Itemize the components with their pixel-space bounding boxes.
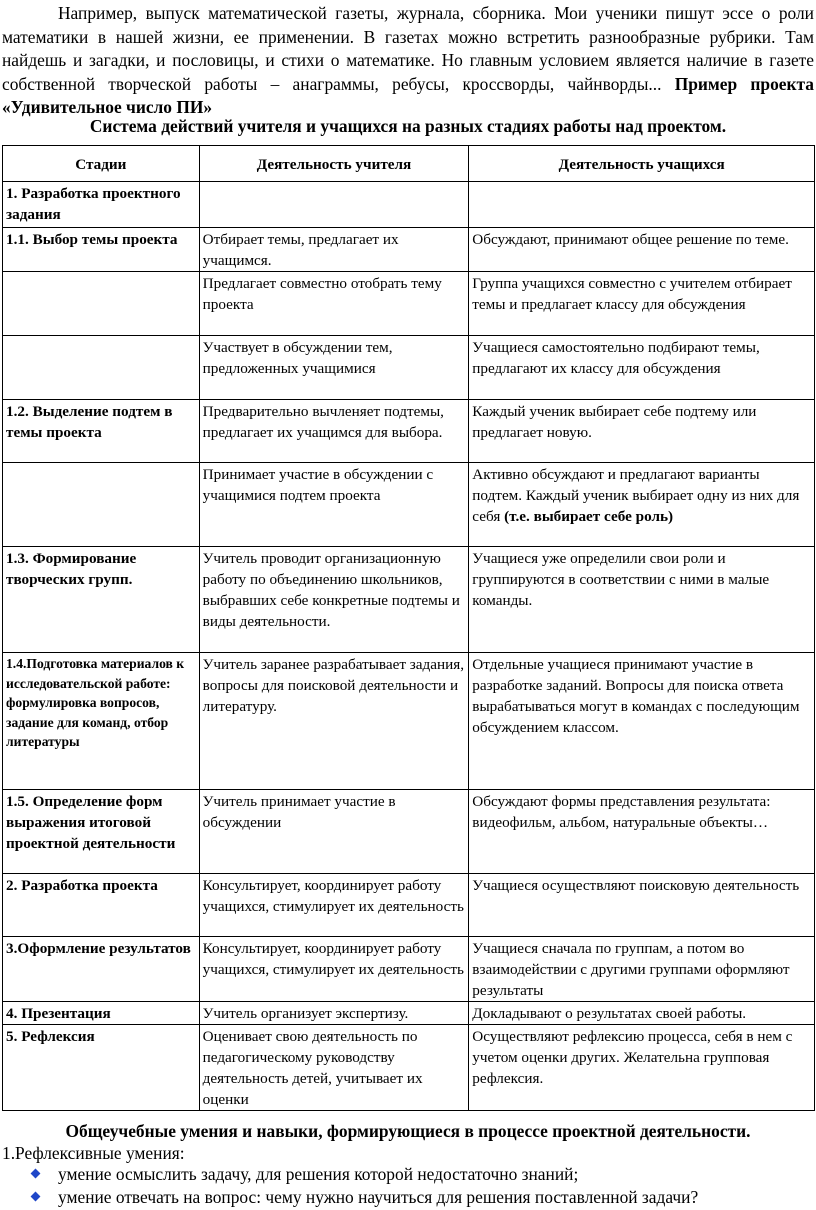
list-item: [28, 1186, 698, 1209]
teacher-cell: Учитель заранее разрабатывает задания, вопросы для поисковой деятельности и литературу.: [199, 653, 469, 790]
table-row: [3, 790, 815, 874]
students-bold-note: (т.е. выбирает себе роль): [504, 508, 674, 525]
bullet-diamond-icon: [31, 1192, 41, 1202]
teacher-cell: Оценивает свою деятельность по педагогическому руководству деятельность детей, учитывает их оценки: [199, 1025, 469, 1111]
teacher-cell: Принимает участие в обсуждении с учащимися подтем проекта: [199, 463, 469, 547]
skills-heading: Общеучебные умения и навыки, формирующиеся в процессе проектной деятельности.: [65, 1121, 751, 1141]
students-cell: Осуществляют рефлексию процесса, себя в нем с учетом оценки других. Желательна групповая рефлексия.: [469, 1025, 815, 1111]
intro-paragraph: [2, 2, 814, 120]
students-text: Активно обсуждают и предлагают варианты подтем. Каждый ученик выбирает одну из них для себя: [472, 466, 800, 525]
stage-cell: 1.3. Формирование творческих групп.: [3, 547, 200, 653]
students-cell: Учащиеся уже определили свои роли и группируются в соответствии с ними в малые команды.: [469, 547, 815, 653]
teacher-cell: Предварительно вычленяет подтемы, предлагает их учащимся для выбора.: [199, 400, 469, 463]
teacher-cell: Участвует в обсуждении тем, предложенных учащимися: [199, 336, 469, 400]
students-cell: Отдельные учащиеся принимают участие в разработке заданий. Вопросы для поиска ответа вырабатываться могут в командах с последующим обсуждением классом.: [469, 653, 815, 790]
header-students: Деятельность учащихся: [469, 146, 815, 182]
students-cell: Докладывают о результатах своей работы.: [469, 1002, 815, 1025]
list-item-text: умение отвечать на вопрос: чему нужно научиться для решения поставленной задачи?: [58, 1187, 699, 1207]
stage-cell: 1.4.Подготовка материалов к исследовательской работе: формулировка вопросов, задание для команд, отбор литературы: [3, 653, 200, 790]
header-teacher: Деятельность учителя: [199, 146, 469, 182]
students-cell: Обсуждают, принимают общее решение по теме.: [469, 228, 815, 272]
stage-cell: [3, 336, 200, 400]
stage-cell: 4. Презентация: [3, 1002, 200, 1025]
teacher-cell: [199, 182, 469, 228]
table-row: [3, 547, 815, 653]
stage-cell: [3, 272, 200, 336]
stage-cell: 1.2. Выделение подтем в темы проекта: [3, 400, 200, 463]
students-cell: Учащиеся сначала по группам, а потом во взаимодействии с другими группами оформляют результаты: [469, 937, 815, 1002]
skills-subheading: 1.Рефлексивные умения:: [2, 1143, 185, 1163]
table-row: [3, 463, 815, 547]
stage-cell: 5. Рефлексия: [3, 1025, 200, 1111]
table-row: [3, 182, 815, 228]
stage-cell: [3, 463, 200, 547]
students-cell: Учащиеся самостоятельно подбирают темы, предлагают их классу для обсуждения: [469, 336, 815, 400]
table-row: [3, 937, 815, 1002]
students-cell: Каждый ученик выбирает себе подтему или предлагает новую.: [469, 400, 815, 463]
intro-text: Например, выпуск математической газеты, журнала, сборника. Мои ученики пишут эссе о роли математики в нашей жизни, ее применении. В газетах можно встретить разнообразные рубрики. Там найдешь и загадки, и пословицы, и стихи о математике. Но главным условием является наличие в газете собственной творческой работы – анаграммы, ребусы, кроссворды, чайнворды...: [2, 3, 814, 94]
teacher-cell: Учитель принимает участие в обсуждении: [199, 790, 469, 874]
stage-cell: 1.5. Определение форм выражения итоговой проектной деятельности: [3, 790, 200, 874]
teacher-cell: Консультирует, координирует работу учащихся, стимулирует их деятельность: [199, 937, 469, 1002]
table-row: [3, 1025, 815, 1111]
stage-cell: 1. Разработка проектного задания: [3, 182, 200, 228]
table-row: [3, 336, 815, 400]
table-row: [3, 228, 815, 272]
bullet-diamond-icon: [31, 1169, 41, 1179]
students-cell: [469, 182, 815, 228]
table-row: [3, 1002, 815, 1025]
stages-table: [2, 145, 815, 1111]
teacher-cell: Учитель организует экспертизу.: [199, 1002, 469, 1025]
teacher-cell: Отбирает темы, предлагает их учащимся.: [199, 228, 469, 272]
students-cell: [469, 463, 815, 547]
table-header-row: [3, 146, 815, 182]
table-row: [3, 653, 815, 790]
teacher-cell: Консультирует, координирует работу учащихся, стимулирует их деятельность: [199, 874, 469, 937]
students-cell: Группа учащихся совместно с учителем отбирает темы и предлагает классу для обсуждения: [469, 272, 815, 336]
skills-list: [28, 1163, 698, 1209]
table-title: Система действий учителя и учащихся на разных стадиях работы над проектом.: [89, 116, 727, 136]
list-item-text: умение осмыслить задачу, для решения которой недостаточно знаний;: [58, 1164, 579, 1184]
table-row: [3, 400, 815, 463]
teacher-cell: Предлагает совместно отобрать тему проекта: [199, 272, 469, 336]
table-row: [3, 272, 815, 336]
teacher-cell: Учитель проводит организационную работу по объединению школьников, выбравших себе конкретные подтемы и виды деятельности.: [199, 547, 469, 653]
students-cell: Обсуждают формы представления результата: видеофильм, альбом, натуральные объекты…: [469, 790, 815, 874]
stage-cell: 3.Оформление результатов: [3, 937, 200, 1002]
stage-cell: 1.1. Выбор темы проекта: [3, 228, 200, 272]
stage-cell: 2. Разработка проекта: [3, 874, 200, 937]
list-item: [28, 1163, 698, 1186]
table-row: [3, 874, 815, 937]
header-stages: Стадии: [3, 146, 200, 182]
project-example-title: Пример проекта «Удивительное число ПИ»: [2, 73, 814, 118]
students-cell: Учащиеся осуществляют поисковую деятельность: [469, 874, 815, 937]
